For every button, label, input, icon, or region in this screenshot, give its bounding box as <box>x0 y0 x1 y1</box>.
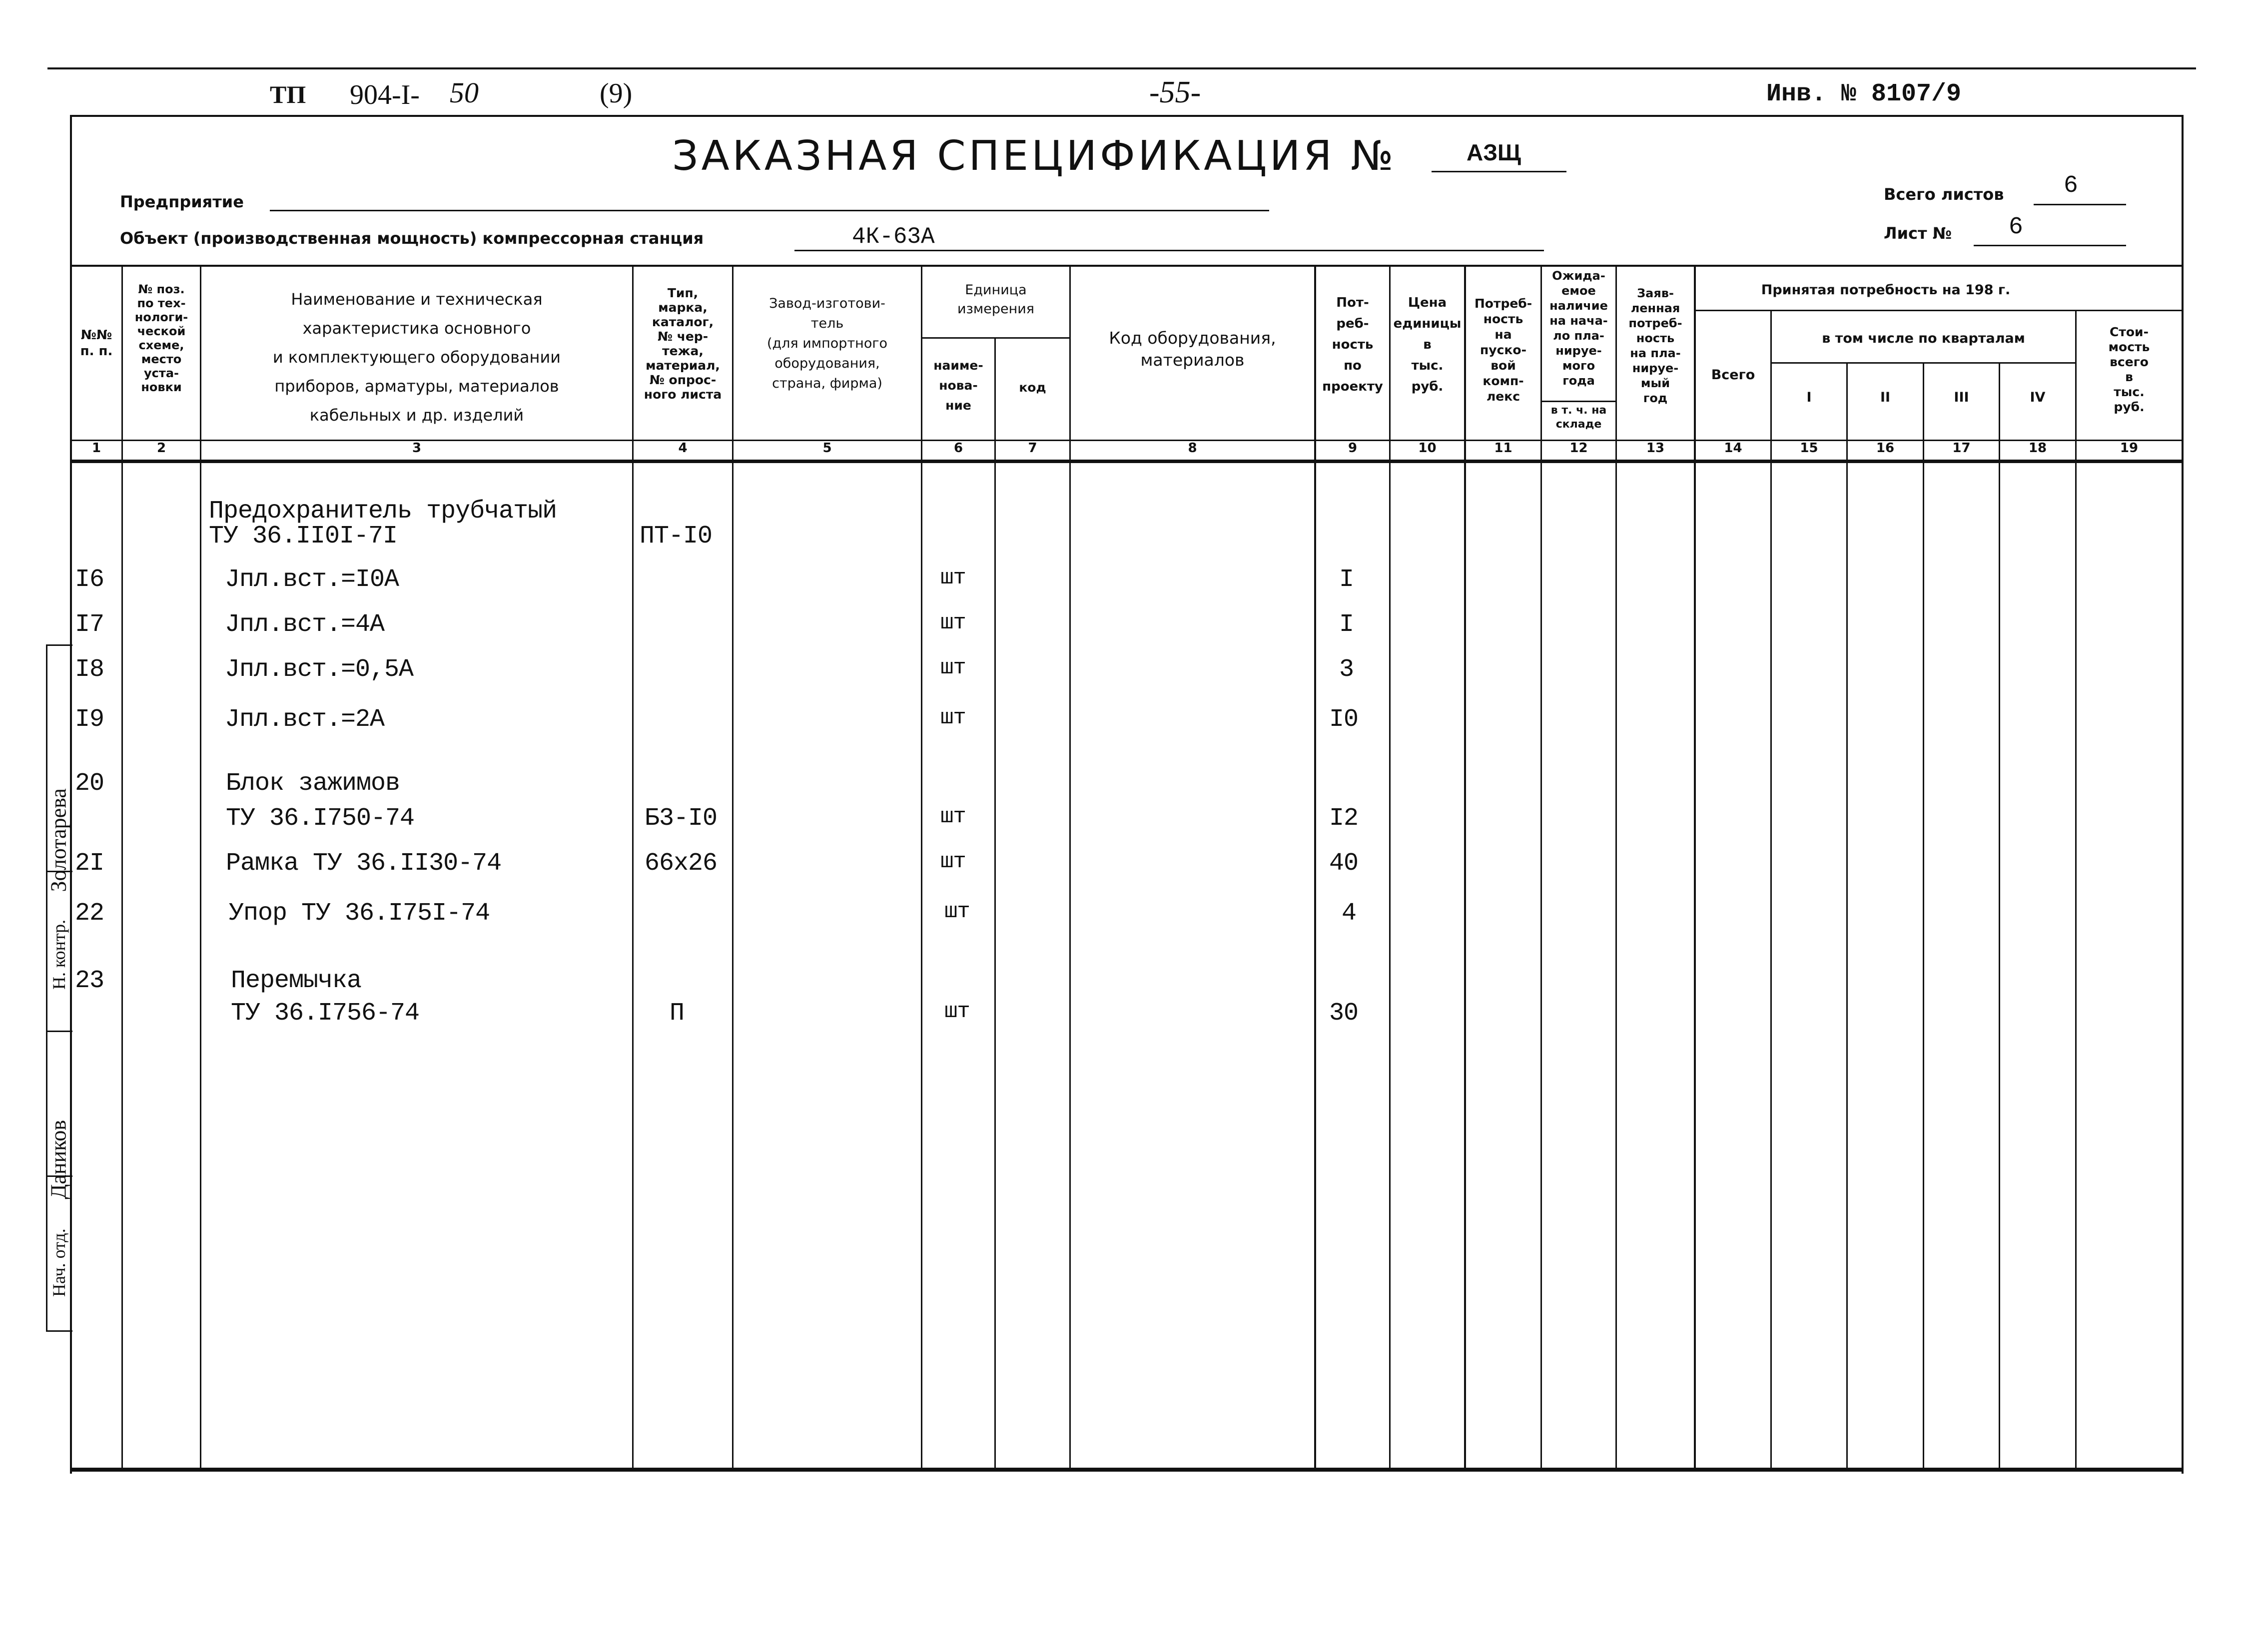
row-quantity: I0 <box>1329 705 1359 734</box>
sheets-total-value: 6 <box>2064 172 2078 199</box>
sheet-number-value: 6 <box>2009 214 2023 241</box>
row-name: Jпл.вст.=0,5А <box>225 655 414 684</box>
row-name: Упор ТУ 36.I75I-74 <box>229 899 490 928</box>
header-unit-name: наиме- нова- ние <box>933 358 983 413</box>
frame-right <box>2182 115 2184 1474</box>
col-divider-17 <box>1999 362 2000 1469</box>
enterprise-underline <box>270 210 1269 211</box>
object-label: Объект (производственная мощность) компрессорная станция <box>120 229 704 248</box>
column-number: 12 <box>1569 441 1588 456</box>
header-quarter-1: I <box>1806 390 1812 405</box>
sheets-total-label: Всего листов <box>1884 185 2004 204</box>
stamp-role-2: Н. контр. <box>49 919 69 990</box>
column-number: 5 <box>822 441 832 456</box>
stamp-divider-1 <box>47 1031 72 1032</box>
series-handwritten: 50 <box>450 76 479 109</box>
sheet-number-label: Лист № <box>1884 224 1952 243</box>
page-title: ЗАКАЗНАЯ СПЕЦИФИКАЦИЯ № <box>672 132 1397 180</box>
header-type: Тип, марка, каталог, № чер- тежа, материал, № опрос- ного листа <box>644 286 722 402</box>
stamp-name-1: Даников <box>46 1119 71 1199</box>
row-number: 2I <box>75 849 104 878</box>
top-rule <box>47 67 2196 69</box>
row-number: 23 <box>75 967 104 995</box>
column-number: 7 <box>1028 441 1037 456</box>
header-total-cost: Стои- мость всего в тыс. руб. <box>2108 325 2150 414</box>
frame-top <box>70 115 2184 117</box>
header-unit-group: Единица измерения <box>957 282 1035 317</box>
table-top-rule <box>70 265 2184 267</box>
row-unit: шт <box>940 849 966 874</box>
header-unit-price: Цена единицы в тыс. руб. <box>1393 295 1462 394</box>
header-row-number: №№ п. п. <box>80 328 113 359</box>
row-quantity: 40 <box>1329 849 1359 878</box>
header-in-stock: в т. ч. на складе <box>1550 404 1607 431</box>
column-number: 18 <box>2028 441 2047 456</box>
row-name: Перемычка <box>231 967 362 995</box>
row-quantity: I <box>1339 610 1354 639</box>
series-number: 904-I- <box>350 79 420 110</box>
row-name: Предохранитель трубчатый <box>209 497 557 526</box>
col-divider-15 <box>1846 362 1848 1469</box>
enterprise-label: Предприятие <box>120 192 244 211</box>
column-number: 3 <box>412 441 422 456</box>
row-number: I9 <box>75 705 104 734</box>
table-body-rule <box>70 460 2184 463</box>
row-name: Блок зажимов <box>226 769 400 798</box>
column-number: 15 <box>1800 441 1818 456</box>
object-underline <box>794 250 1544 251</box>
row-unit: шт <box>940 804 966 829</box>
row-type: ПТ-I0 <box>640 522 713 551</box>
series-part: (9) <box>600 78 633 109</box>
specification-number: АЗЩ <box>1467 139 1521 165</box>
row-name: Jпл.вст.=4А <box>225 610 385 639</box>
header-total: Всего <box>1711 367 1755 383</box>
header-manufacturer: Завод-изготови- тель (для импортного оборудования, страна, фирма) <box>766 296 888 391</box>
row-unit: шт <box>940 655 966 680</box>
col-divider-14 <box>1770 310 1772 1469</box>
column-number: 14 <box>1724 441 1742 456</box>
row-name: ТУ 36.I756-74 <box>231 999 420 1028</box>
series-prefix: ТП <box>270 80 306 108</box>
row-name: Jпл.вст.=2А <box>225 705 385 734</box>
sheet-number-underline <box>1974 245 2126 246</box>
title-number-underline <box>1432 171 1566 172</box>
row-number: 22 <box>75 899 104 928</box>
column-number: 17 <box>1952 441 1971 456</box>
header-quarter-3: III <box>1954 390 1969 405</box>
object-value: 4К-63А <box>852 224 935 250</box>
column-number: 13 <box>1646 441 1665 456</box>
column-number: 2 <box>156 441 166 456</box>
row-number: I6 <box>75 565 104 594</box>
header-unit-code: код <box>1019 380 1046 395</box>
column-number: 19 <box>2120 441 2139 456</box>
header-expected-stock: Ожида- емое наличие на нача- ло пла- нируе- мого года <box>1549 269 1608 388</box>
row-unit: шт <box>944 899 970 924</box>
row-unit: шт <box>940 565 966 590</box>
inventory-number: Инв. № 8107/9 <box>1766 80 1962 108</box>
header-accepted-need: Принятая потребность на 198 г. <box>1761 282 2011 298</box>
row-quantity: I <box>1339 565 1354 594</box>
header-quarter-4: IV <box>2030 390 2046 405</box>
row-number: I8 <box>75 655 104 684</box>
col-divider-18 <box>2075 310 2077 1469</box>
column-number: 16 <box>1876 441 1895 456</box>
row-name: ТУ 36.I750-74 <box>226 804 415 833</box>
row-name: Рамка ТУ 36.II30-74 <box>226 849 502 878</box>
accepted-subheader-rule <box>1694 310 2182 311</box>
column-number: 10 <box>1418 441 1437 456</box>
header-equipment-code: Код оборудования, материалов <box>1109 328 1276 370</box>
column-number: 6 <box>953 441 963 456</box>
header-quarters: в том числе по кварталам <box>1822 331 2025 346</box>
column-number: 9 <box>1348 441 1358 456</box>
row-quantity: 4 <box>1342 899 1357 928</box>
row-name: ТУ 36.II0I-7I <box>209 522 398 551</box>
row-name: Jпл.вст.=I0А <box>225 565 399 594</box>
page-number: -55- <box>1149 75 1201 109</box>
row-quantity: I2 <box>1329 804 1359 833</box>
sheets-total-underline <box>2034 204 2126 205</box>
row-quantity: 3 <box>1339 655 1354 684</box>
header-quarter-2: II <box>1880 390 1891 405</box>
col-divider-16 <box>1923 362 1924 1469</box>
row-type: 66х26 <box>645 849 718 878</box>
header-name: Наименование и техническая характеристика основного и комплектующего оборудовании приборов, арматуры, материалов кабельных и др. изделий <box>272 290 561 425</box>
row-unit: шт <box>940 705 966 730</box>
column-number: 11 <box>1494 441 1512 456</box>
stamp-role-1: Нач. отд. <box>49 1228 69 1297</box>
header-startup-need: Потреб- ность на пуско- вой комп- лекс <box>1474 296 1532 404</box>
row-quantity: 30 <box>1329 999 1359 1028</box>
stock-subheader-rule <box>1540 401 1615 402</box>
row-number: 20 <box>75 769 104 798</box>
row-type: П <box>670 999 685 1028</box>
stamp-name-2: Золотарева <box>46 788 71 892</box>
row-type: Б3-I0 <box>645 804 718 833</box>
column-number: 1 <box>91 441 101 456</box>
header-position: № поз. по тех- нологи- ческой схеме, место уста- новки <box>134 282 188 394</box>
col-divider-6 <box>994 337 996 1469</box>
row-unit: шт <box>940 610 966 635</box>
frame-bottom <box>70 1468 2184 1472</box>
row-number: I7 <box>75 610 104 639</box>
header-declared-need: Заяв- ленная потреб- ность на пла- нируе- мый год <box>1628 286 1682 405</box>
column-number: 4 <box>678 441 688 456</box>
header-project-need: Пот- реб- ность по проекту <box>1322 295 1383 394</box>
row-unit: шт <box>944 999 970 1024</box>
column-number: 8 <box>1188 441 1197 456</box>
